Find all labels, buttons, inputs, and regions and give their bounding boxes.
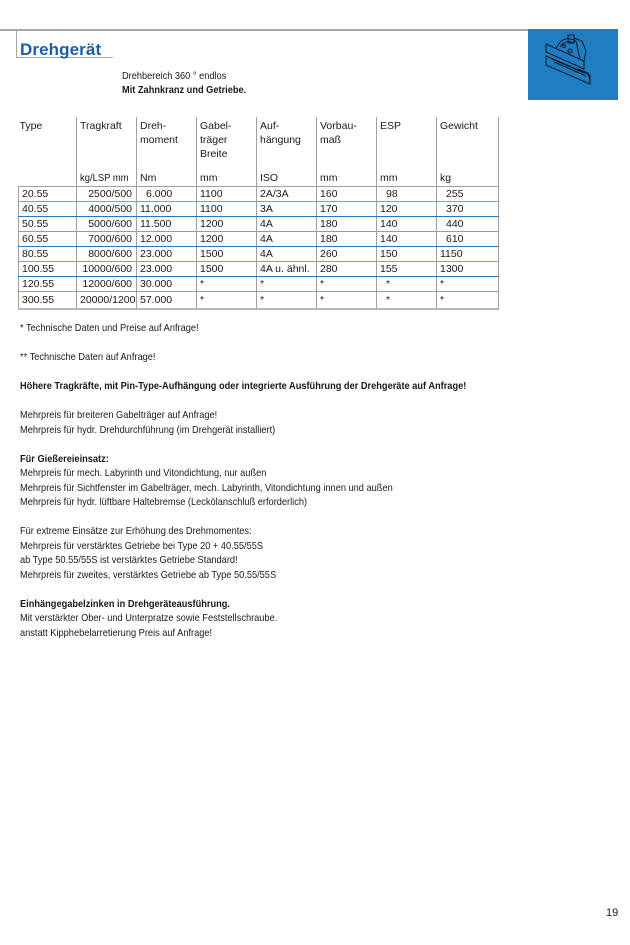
col-header-esp: ESP — [377, 117, 437, 166]
cell-drehmoment: 23.000 — [137, 262, 197, 277]
product-image — [528, 29, 618, 100]
cell-aufhaengung: * — [257, 292, 317, 310]
cell-gewicht: 370 — [437, 202, 499, 217]
cell-gewicht: * — [437, 292, 499, 310]
intro-rotation-range: Drehbereich 360 ° endlos — [122, 70, 227, 82]
cell-esp: 150 — [377, 247, 437, 262]
cell-tragkraft: 5000/600 — [77, 217, 137, 232]
cell-esp: 120 — [377, 202, 437, 217]
footnote-single-star: * Technische Daten und Preise auf Anfrage! — [20, 322, 199, 334]
cell-gabeltraeger-breite: * — [197, 292, 257, 310]
cell-gabeltraeger-breite: 1100 — [197, 202, 257, 217]
cell-aufhaengung: 4A — [257, 247, 317, 262]
col-header-vorbaumass: Vorbau- maß — [317, 117, 377, 166]
cell-gabeltraeger-breite: 1100 — [197, 187, 257, 202]
header-rule — [0, 29, 562, 31]
cell-aufhaengung: 4A — [257, 232, 317, 247]
cell-tragkraft: 7000/600 — [77, 232, 137, 247]
cell-esp: 140 — [377, 232, 437, 247]
cell-gewicht: * — [437, 277, 499, 292]
cell-vorbaumass: 180 — [317, 232, 377, 247]
table-row — [19, 202, 499, 217]
foundry-option-1: Mehrpreis für mech. Labyrinth und Vitondichtung, nur außen — [20, 467, 267, 479]
cell-vorbaumass: * — [317, 292, 377, 310]
table-row — [19, 217, 499, 232]
cell-vorbaumass: 260 — [317, 247, 377, 262]
cell-vorbaumass: 170 — [317, 202, 377, 217]
cell-drehmoment: 57.000 — [137, 292, 197, 310]
cell-type: 300.55 — [19, 292, 77, 310]
cell-drehmoment: 11.000 — [137, 202, 197, 217]
table-row — [19, 232, 499, 247]
spec-table — [18, 117, 499, 310]
cell-tragkraft: 20000/1200 — [77, 292, 137, 310]
cell-gewicht: 610 — [437, 232, 499, 247]
cell-gewicht: 1150 — [437, 247, 499, 262]
cell-drehmoment: 23.000 — [137, 247, 197, 262]
col-header-drehmoment: Dreh- moment — [137, 117, 197, 166]
cell-gabeltraeger-breite: 1500 — [197, 262, 257, 277]
col-header-gewicht: Gewicht — [437, 117, 499, 166]
intro-text — [122, 69, 246, 97]
cell-type: 120.55 — [19, 277, 77, 292]
table-row — [19, 262, 499, 277]
fork-heading: Einhängegabelzinken in Drehgeräteausführung. — [20, 597, 230, 610]
fork-option-1: Mit verstärkter Ober- und Unterpratze sowie Feststellschraube. — [20, 612, 278, 624]
col-header-tragkraft: Tragkraft — [77, 117, 137, 166]
unit-aufhaengung: ISO — [257, 166, 317, 187]
cell-drehmoment: 6.000 — [137, 187, 197, 202]
torque-option-1: Mehrpreis für verstärktes Getriebe bei Type 20 + 40.55/55S — [20, 539, 264, 552]
cell-tragkraft: 4000/500 — [77, 202, 137, 217]
cell-tragkraft: 2500/500 — [77, 187, 137, 202]
unit-drehmoment: Nm — [137, 166, 197, 187]
cell-gewicht: 255 — [437, 187, 499, 202]
cell-type: 50.55 — [19, 217, 77, 232]
cell-type: 80.55 — [19, 247, 77, 262]
extra-price-hydraulic-rotary: Mehrpreis für hydr. Drehdurchführung (im Drehgerät installiert) — [20, 423, 276, 436]
foundry-heading: Für Gießereieinsatz: — [20, 452, 109, 465]
cell-type: 60.55 — [19, 232, 77, 247]
cell-gewicht: 440 — [437, 217, 499, 232]
cell-aufhaengung: 2A/3A — [257, 187, 317, 202]
torque-heading: Für extreme Einsätze zur Erhöhung des Drehmomentes: — [20, 525, 252, 537]
cell-gabeltraeger-breite: 1200 — [197, 217, 257, 232]
table-body — [19, 187, 499, 310]
unit-gewicht: kg — [437, 166, 499, 187]
table-header-row — [19, 117, 499, 166]
cell-type: 20.55 — [19, 187, 77, 202]
cell-vorbaumass: 180 — [317, 217, 377, 232]
cell-drehmoment: 12.000 — [137, 232, 197, 247]
footnote-double-star: ** Technische Daten auf Anfrage! — [20, 351, 156, 363]
cell-esp: 98 — [377, 187, 437, 202]
cell-tragkraft: 8000/600 — [77, 247, 137, 262]
cell-aufhaengung: 4A — [257, 217, 317, 232]
cell-gabeltraeger-breite: 1200 — [197, 232, 257, 247]
cell-type: 100.55 — [19, 262, 77, 277]
unit-vorbaumass: mm — [317, 166, 377, 187]
table-units-row — [19, 166, 499, 187]
cell-vorbaumass: 160 — [317, 187, 377, 202]
title-bracket-line — [16, 30, 17, 58]
cell-gabeltraeger-breite: * — [197, 277, 257, 292]
table-row — [19, 292, 499, 310]
cell-drehmoment: 30.000 — [137, 277, 197, 292]
cell-drehmoment: 11.500 — [137, 217, 197, 232]
unit-esp: mm — [377, 166, 437, 187]
rotator-attachment-drawing-icon — [528, 29, 618, 100]
unit-type — [19, 166, 77, 187]
cell-vorbaumass: * — [317, 277, 377, 292]
cell-esp: * — [377, 277, 437, 292]
page-title: Drehgerät — [20, 40, 102, 59]
notes-section — [20, 321, 580, 640]
intro-gear-note: Mit Zahnkranz und Getriebe. — [122, 84, 247, 96]
unit-gabeltraeger-breite: mm — [197, 166, 257, 187]
col-header-gabeltraeger-breite: Gabel- träger Breite — [197, 117, 257, 166]
page-number: 19 — [606, 907, 619, 919]
torque-option-3: Mehrpreis für zweites, verstärktes Getriebe ab Type 50.55/55S — [20, 568, 277, 581]
extra-price-wider-carriage: Mehrpreis für breiteren Gabelträger auf Anfrage! — [20, 409, 218, 421]
unit-tragkraft: kg/LSP mm — [77, 166, 137, 187]
cell-aufhaengung: * — [257, 277, 317, 292]
cell-gabeltraeger-breite: 1500 — [197, 247, 257, 262]
cell-esp: 155 — [377, 262, 437, 277]
foundry-option-2: Mehrpreis für Sichtfenster im Gabelträger, mech. Labyrinth, Vitondichtung innen und außen — [20, 481, 393, 494]
torque-option-2: ab Type 50.55/55S ist verstärktes Getriebe Standard! — [20, 554, 238, 566]
foundry-option-3: Mehrpreis für hydr. lüftbare Haltebremse (Leckölanschluß erforderlich) — [20, 496, 308, 508]
cell-esp: 140 — [377, 217, 437, 232]
col-header-aufhaengung: Auf- hängung — [257, 117, 317, 166]
col-header-type: Type — [19, 120, 43, 132]
cell-aufhaengung: 4A u. ähnl. — [257, 262, 317, 277]
table-row — [19, 277, 499, 292]
cell-esp: * — [377, 292, 437, 310]
cell-aufhaengung: 3A — [257, 202, 317, 217]
fork-option-2: anstatt Kipphebelarretierung Preis auf Anfrage! — [20, 626, 213, 639]
table-row — [19, 187, 499, 202]
cell-tragkraft: 10000/600 — [77, 262, 137, 277]
cell-vorbaumass: 280 — [317, 262, 377, 277]
table-row — [19, 247, 499, 262]
cell-tragkraft: 12000/600 — [77, 277, 137, 292]
cell-type: 40.55 — [19, 202, 77, 217]
cell-gewicht: 1300 — [437, 262, 499, 277]
higher-capacity-note: Höhere Tragkräfte, mit Pin-Type-Aufhängung oder integrierte Ausführung der Drehgeräte auf Anfrage! — [20, 380, 467, 392]
